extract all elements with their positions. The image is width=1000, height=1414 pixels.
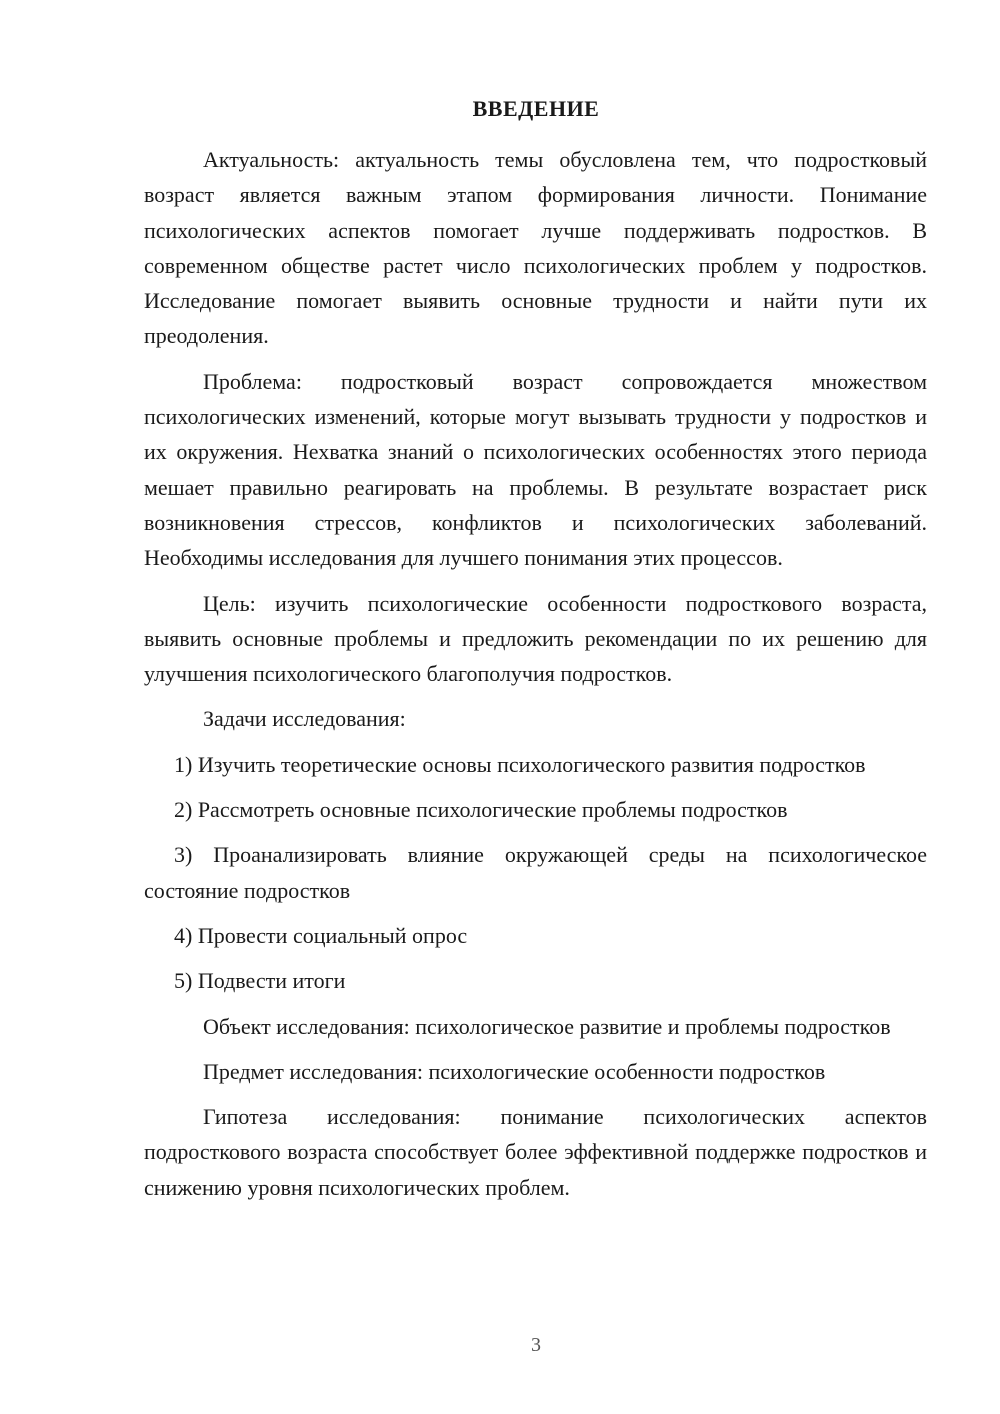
page-number: 3 — [531, 1334, 541, 1356]
page-title: ВВЕДЕНИЕ — [472, 96, 600, 121]
problem-paragraph: Проблема: подростковый возраст сопровождается множеством психологических изменений, которые могут вызывать трудности у подростков и их окружения. Нехватка знаний о психологических особенностях этого периода мешает правильно реагировать на проблемы. В результате возрастает риск возникновения стрессов, конфликтов и психологических заболеваний. Необходимы исследования для лучшего понимания этих процессов. — [144, 368, 927, 571]
hypothesis-paragraph: Гипотеза исследования: понимание психологических аспектов подросткового возраста способствует более эффективной поддержке подростков и снижению уровня психологических проблем. — [144, 1104, 927, 1200]
task-item: 3) Проанализировать влияние окружающей среды на психологическое состояние подростков — [144, 842, 927, 903]
task-item: 2) Рассмотреть основные психологические проблемы подростков — [174, 797, 788, 823]
tasks-heading: Задачи исследования: — [203, 706, 406, 732]
document-body — [144, 142, 927, 1215]
task-item: 5) Подвести итоги — [174, 968, 346, 994]
research-subject-paragraph: Предмет исследования: психологические особенности подростков — [203, 1058, 826, 1084]
task-item: 1) Изучить теоретические основы психологического развития подростков — [174, 751, 866, 777]
research-object-paragraph: Объект исследования: психологическое развитие и проблемы подростков — [203, 1013, 891, 1039]
relevance-paragraph: Актуальность: актуальность темы обусловлена тем, что подростковый возраст является важным этапом формирования личности. Понимание психологических аспектов помогает лучше поддерживать подростков. В современном обществе растет число психологических проблем у подростков. Исследование помогает выявить основные трудности и найти пути их преодоления. — [144, 147, 927, 349]
goal-paragraph: Цель: изучить психологические особенности подросткового возраста, выявить основные проблемы и предложить рекомендации по их решению для улучшения психологического благополучия подростков. — [144, 590, 927, 687]
task-item: 4) Провести социальный опрос — [174, 922, 468, 948]
